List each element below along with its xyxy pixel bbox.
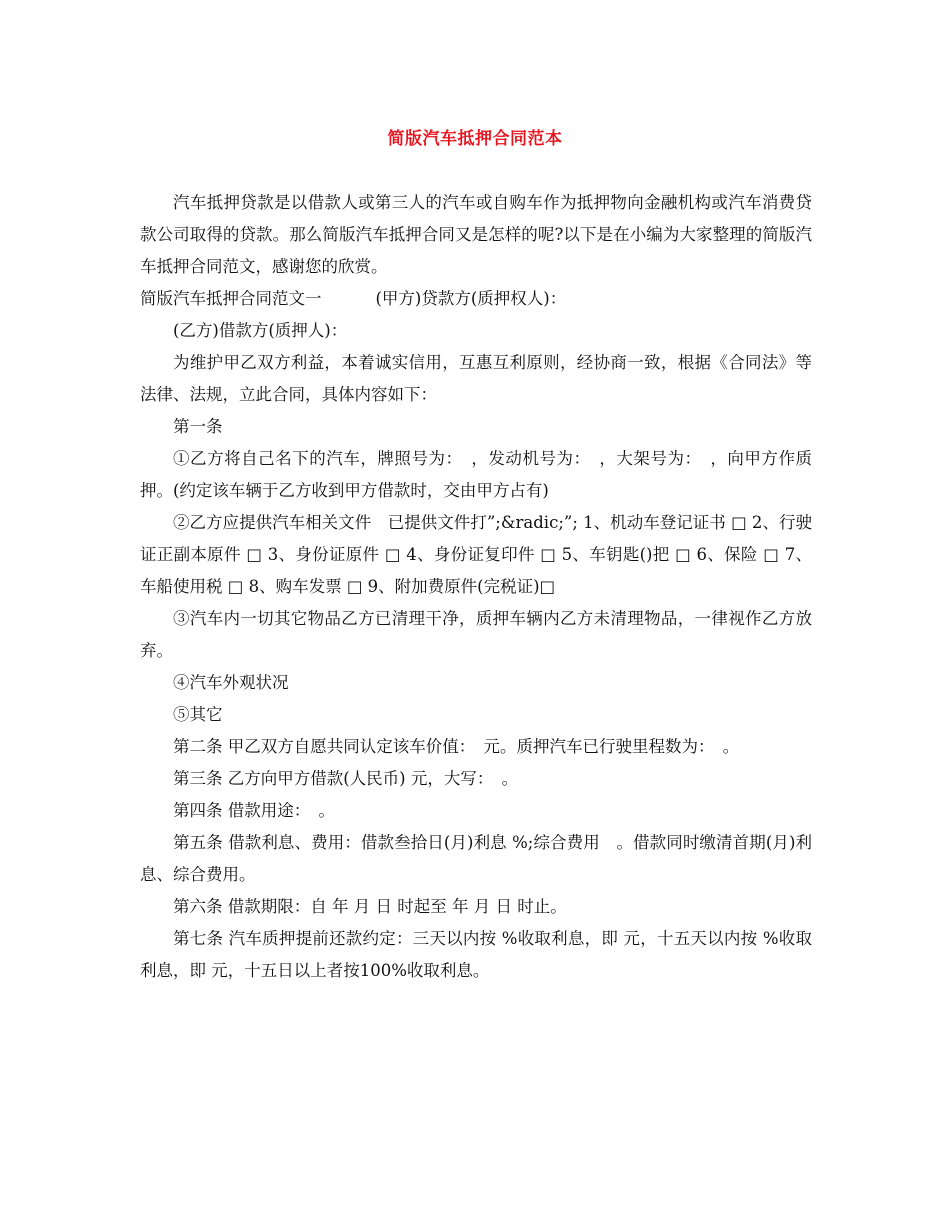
- contract-heading-line: [140, 283, 812, 315]
- article-1-heading: 第一条: [173, 417, 223, 436]
- article-1-item-3: ③汽车内一切其它物品乙方已清理干净，质押车辆内乙方未清理物品，一律视作乙方放弃。: [140, 609, 812, 660]
- document-title: 简版汽车抵押合同范本: [387, 129, 563, 149]
- preamble-paragraph: 为维护甲乙双方利益，本着诚实信用，互惠互利原则，经协商一致，根据《合同法》等法律、法规，立此合同，具体内容如下：: [140, 353, 812, 404]
- article-1-item-2: ②乙方应提供汽车相关文件 已提供文件打”;&radic;”; 1、机动车登记证书 □ 2、行驶证正副本原件 □ 3、身份证原件 □ 4、身份证复印件 □ 5、车钥匙()把 □ 6、保险 □ 7、车船使用税 □ 8、购车发票 □ 9、附加费原件(完税证)□: [140, 513, 812, 596]
- article-3: 第三条 乙方向甲方借款(人民币) 元，大写： 。: [173, 769, 519, 788]
- article-5: 第五条 借款利息、费用：借款叁拾日(月)利息 %;综合费用 。借款同时缴清首期(月)利息、综合费用。: [140, 833, 812, 884]
- party-b-label: (乙方)借款方(质押人)：: [173, 321, 348, 340]
- article-1-item-1: ①乙方将自己名下的汽车，牌照号为： ，发动机号为： ，大架号为： ，向甲方作质押。(约定该车辆于乙方收到甲方借款时，交由甲方占有): [140, 449, 812, 500]
- article-1-item-5: ⑤其它: [173, 705, 223, 724]
- article-7: 第七条 汽车质押提前还款约定：三天以内按 %收取利息，即 元，十五天以内按 %收取利息，即 元，十五日以上者按100%收取利息。: [140, 929, 812, 980]
- contract-sample-label: 简版汽车抵押合同范文一: [140, 289, 322, 308]
- article-6: 第六条 借款期限：自 年 月 日 时起至 年 月 日 时止。: [173, 897, 567, 916]
- document-body: [140, 187, 812, 987]
- article-1-item-4: ④汽车外观状况: [173, 673, 289, 692]
- article-4: 第四条 借款用途： 。: [173, 801, 335, 820]
- intro-paragraph: 汽车抵押贷款是以借款人或第三人的汽车或自购车作为抵押物向金融机构或汽车消费贷款公司取得的贷款。那么简版汽车抵押合同又是怎样的呢?以下是在小编为大家整理的简版汽车抵押合同范文，感谢您的欣赏。: [140, 193, 812, 276]
- article-2: 第二条 甲乙双方自愿共同认定该车价值： 元。质押汽车已行驶里程数为： 。: [173, 737, 740, 756]
- party-a-label: (甲方)贷款方(质押权人)：: [375, 289, 567, 308]
